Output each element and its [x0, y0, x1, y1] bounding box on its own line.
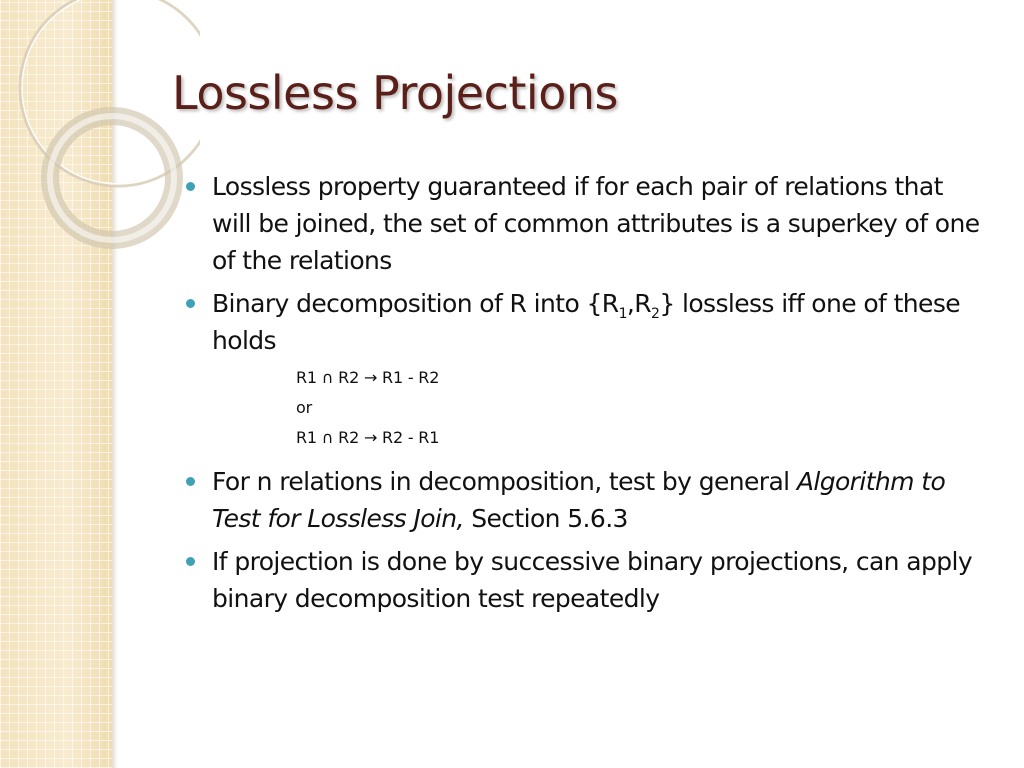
bullet-text: If projection is done by successive binary projections, can apply binary decomposition test repeatedly: [212, 547, 973, 613]
bullet-dot-icon: [186, 299, 195, 308]
subscript-2: 2: [651, 306, 660, 322]
bullet-dot-icon: [186, 182, 195, 191]
bullet-text: Lossless property guaranteed if for each pair of relations that will be joined, the set of common attributes is a superkey of one of the relations: [212, 172, 980, 275]
bullet-successive-projections: [186, 543, 986, 617]
bullet-binary-decomposition: [186, 285, 986, 453]
bullet-text-post: Section 5.6.3: [463, 504, 628, 533]
condition-or: or: [296, 398, 312, 417]
bullet-text-mid: ,R: [626, 289, 652, 318]
bullet-text-post: } lossless iff one of these holds: [212, 289, 961, 355]
bullet-lossless-property: [186, 168, 986, 279]
bullet-dot-icon: [186, 477, 195, 486]
algorithm-reference: Algorithm to Test for Lossless Join,: [212, 467, 946, 533]
condition-line-1: R1 ∩ R2 → R1 - R2: [296, 368, 440, 387]
bullet-text-pre: Binary decomposition of R into {R: [212, 289, 619, 318]
decorative-circles: [0, 0, 200, 300]
slide-title: Lossless Projections: [172, 66, 618, 120]
condition-line-2: R1 ∩ R2 → R2 - R1: [296, 428, 440, 447]
subscript-1: 1: [618, 306, 627, 322]
bullet-list: [186, 168, 986, 623]
decomposition-conditions: [296, 363, 986, 453]
bullet-n-relations: [186, 463, 986, 537]
bullet-dot-icon: [186, 557, 195, 566]
bullet-text-pre: For n relations in decomposition, test by general: [212, 467, 797, 496]
